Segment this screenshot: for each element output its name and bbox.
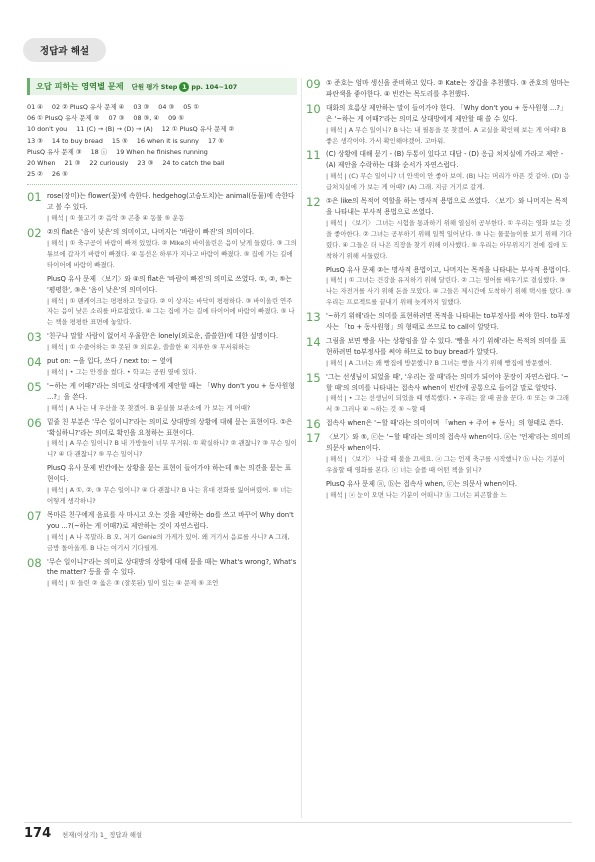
item-text: 〈보기〉와 ⑤, ⓒ는 '~할 때'라는 의미의 접속사 when이다. ⓐ는 '언제'라는 의미의 의문사 when이다. xyxy=(326,433,571,453)
item-body xyxy=(47,417,297,461)
item-number: 09 xyxy=(306,77,321,91)
item-translation: | 해석 | • 그는 안경을 썼다. • 학교는 공원 옆에 있다. xyxy=(47,368,197,377)
explanation-item xyxy=(306,417,572,432)
column-divider xyxy=(301,78,302,818)
explanation-item xyxy=(27,463,297,507)
answer-cell: 08 ③, ④ xyxy=(133,114,160,123)
item-number: 06 xyxy=(27,415,42,430)
answer-cell: PlusQ 유사 문제 ③ xyxy=(27,147,82,156)
explanation-item xyxy=(27,274,297,329)
item-number: 15 xyxy=(306,370,321,385)
item-text: PlusQ 유사 문제 ②는 명사적 용법이고, 나머지는 목적을 나타내는 부사적 용법이다. xyxy=(326,265,571,274)
item-translation: | 해석 | ⓐ 눈이 오면 나는 기분이 어떠니? ⓑ 그녀는 피곤할을 느 xyxy=(326,490,507,499)
section-reference: 단원 평가 Step 1 pp. 104~107 xyxy=(131,82,238,91)
explanation-item xyxy=(306,432,572,476)
answer-cell: 02 ② PlusQ 유사 문제 ④ xyxy=(51,103,125,111)
item-body xyxy=(326,196,572,261)
explanation-item xyxy=(27,381,297,414)
item-translation: | 해석 | ① 수줍어하는 ② 못된 ③ 외로운, 쓸쓸한 ④ 지루한 ⑤ 무서워하는 xyxy=(47,343,251,352)
page-number: 174 xyxy=(24,826,52,841)
section-header xyxy=(27,78,297,95)
item-translation: | 해석 | (C) 무슨 일이니? 너 안색이 안 좋아 보여. (B) 나는 머리가 아픈 것 같아. (D) 응급처치실에 가 보는 게 어때? (A) 그래. 지금 거기로 갈게. xyxy=(326,172,570,192)
left-column xyxy=(27,78,297,592)
explanation-item xyxy=(27,417,297,461)
item-text: 대화의 흐름상 제안하는 말이 들어가야 한다. 「Why don't you + 동사원형 ...?」은 '~하는 게 어때?'라는 의미로 상대방에게 제안할 때 쓸 수 있다. xyxy=(326,103,567,123)
item-body xyxy=(47,191,297,224)
explanation-item xyxy=(27,191,297,224)
answer-cell: 17 ⑤ xyxy=(207,136,224,145)
answer-cell: 10 don't you xyxy=(27,125,68,134)
item-text: PlusQ 유사 문제 〈보기〉와 ④의 flat은 '바람이 빠진'의 의미로 쓰였다. ①, ②, ⑤는 '평평한', ③은 '음이 낮은'의 의미이다. xyxy=(47,274,292,294)
answer-cell: 18 ⓘ xyxy=(90,147,108,156)
explanation-item xyxy=(306,372,572,416)
item-body xyxy=(326,265,572,309)
item-text: (C) 상황에 대해 묻기 - (B) 두통이 있다고 대답 - (D) 응급 처치실에 가라고 제안 - (A) 제안을 수락하는 대화 순서가 자연스럽다. xyxy=(326,150,564,170)
item-translation: | 해석 | A 나는 내 우산을 못 찾겠어. B 분실물 보관소에 가 보는 게 어때? xyxy=(47,403,251,412)
explanation-item xyxy=(27,227,297,271)
item-body xyxy=(326,418,572,429)
right-items xyxy=(306,78,572,501)
footer-rule xyxy=(24,822,572,823)
item-number: 05 xyxy=(27,379,42,394)
item-number: 13 xyxy=(306,310,321,325)
item-text: 목마른 친구에게 음료를 사 마시고 오는 것을 제안하는 do를 쓰고 바꾸어 Why don't you ...?(~하는 게 어때?)로 제안하는 것이 자연스럽다. xyxy=(47,510,294,530)
section-title: 오답 피하는 영역별 문제 xyxy=(36,81,124,91)
answer-row xyxy=(27,158,297,169)
explanation-item xyxy=(306,78,572,100)
item-number: 10 xyxy=(306,101,321,116)
item-number: 07 xyxy=(27,508,42,523)
answer-cell: 22 curiously xyxy=(89,159,129,168)
answer-cell: 01 ④ xyxy=(27,103,43,111)
item-text: 밑줄 친 부분은 '무슨 일이니?'라는 의미로 상대방의 상황에 대해 묻는 표현이다. ①은 '확실하니?'라는 의미로 확인을 요청하는 표현이다. xyxy=(47,417,293,437)
explanation-item xyxy=(27,557,297,590)
answer-cell: 21 ③ xyxy=(64,159,81,168)
item-text: ① 준호는 엄마 생신을 준비하고 있다. ② Kate는 장갑을 추천했다. ③ 준호의 엄마는 파란색을 좋아한다. ④ 빈칸는 목도리를 추천했다. xyxy=(326,79,570,98)
item-body xyxy=(47,274,297,329)
item-number: 08 xyxy=(27,555,42,570)
explanation-item xyxy=(306,265,572,309)
item-body xyxy=(326,432,572,476)
item-number: 11 xyxy=(306,148,321,163)
item-text: ①은 like의 목적어 역할을 하는 명사적 용법으로 쓰였다. 〈보기〉와 나머지는 목적을 나타내는 부사적 용법으로 쓰였다. xyxy=(326,197,568,216)
item-body xyxy=(47,227,297,271)
item-translation: | 해석 | ① 축구공이 바람이 빠져 있었다. ② Mike의 바이올린은 음이 낮게 들렸다. ③ 그의 튜브에 갑자기 바람이 빠졌다. ④ 동선은 하루가 지나고 바람이 빠졌다. ⑤ 집에 가는 길에 타이어에 바람이 빠졌다. xyxy=(47,239,297,269)
item-translation: | 해석 | ① 들린 ② 옳은 ③ (잘못된) 일이 있는 ④ 문제 ⑤ 조언 xyxy=(47,579,219,588)
answer-cell: 20 When xyxy=(27,159,56,168)
book-title: 천재(이상기) 1_ 정답과 해설 xyxy=(62,831,143,839)
item-number: 01 xyxy=(27,190,42,205)
answer-cell: 12 ① PlusQ 유사 문제 ② xyxy=(161,125,235,134)
answer-row xyxy=(27,124,297,135)
item-text: ②의 flat은 '음이 낮은'의 의미이고, 나머지는 '바람이 빠진'의 의미이다. xyxy=(47,228,255,237)
answer-cell: 24 to catch the ball xyxy=(162,159,225,168)
item-body xyxy=(47,557,297,590)
item-text: '그는 선생님이 되었을 때', '우리는 잘 때'라는 의미가 되어야 문장이 자연스럽다. '~할 때'의 의미를 나타내는 접속사 when이 빈칸에 공통으로 들어갈 말로 알맞다. xyxy=(326,372,569,392)
answer-row xyxy=(27,147,297,158)
explanation-item xyxy=(306,196,572,261)
item-body xyxy=(47,463,297,507)
item-number: 04 xyxy=(27,355,42,370)
answer-cell: 19 When he finishes running xyxy=(116,147,208,156)
item-number: 16 xyxy=(306,417,321,432)
answer-cell: 04 ③ xyxy=(158,103,175,111)
item-number: 02 xyxy=(27,226,42,241)
item-text: '무슨 일이니?'라는 의미로 상대방의 상황에 대해 묻을 때는 What's wrong?, What's the matter? 등을 쓸 수 있다. xyxy=(47,557,297,577)
item-text: PlusQ 유사 문제 ⓐ, ⓑ는 접속사 when, ⓒ는 의문사 when이다. xyxy=(326,479,518,488)
answer-cell: 25 ② xyxy=(27,170,43,179)
answer-cell: 26 ⑤ xyxy=(51,170,68,179)
item-translation: | 해석 | ① 그녀는 건강을 유지하기 위해 달린다. ② 그는 영어를 배우기로 결심했다. ③ 나는 자전거를 사기 위해 돈을 모았다. ④ 그들은 제시간에 도착하기 위해 택시를 탔다. ⑤ 우리는 프로젝트를 끝내기 위해 늦게까지 일했다. xyxy=(326,276,572,307)
item-translation: | 해석 | A 무슨 일이니? B 나는 내 필통을 못 찾겠어. A 교실을 확인해 보는 게 어때? B 좋은 생각이야. 가서 확인해야겠어. 고마워. xyxy=(326,125,567,145)
item-translation: | 해석 | 〈보기〉 나갈 때 불을 끄세요. ⓐ 그는 언제 축구를 시작했니? ⓑ 나는 기분이 우울할 때 영화를 본다. ⓒ 너는 슬플 때 어떤 책을 읽니? xyxy=(326,455,565,474)
item-number: 14 xyxy=(306,334,321,349)
item-text: rose(장미)는 flower(꽃)에 속한다. hedgehog(고슴도치)는 animal(동물)에 속한다고 볼 수 있다. xyxy=(47,192,295,212)
item-body xyxy=(47,381,297,414)
left-items xyxy=(27,191,297,589)
section-tab: 정답과 해설 xyxy=(23,38,106,62)
item-text: PlusQ 유사 문제 빈칸에는 상황을 묻는 표현이 들어가야 하는데 ⑤는 의견을 묻는 표현이다. xyxy=(47,464,292,484)
item-translation: | 해석 | ① 물고기 ② 음악 ③ 곤충 ④ 동물 ⑤ 운동 xyxy=(47,214,185,223)
item-text: 그림을 보면 빵을 사는 상황임을 알 수 있다. '빵을 사기 위해'라는 목적의 의미를 표현하려면 to부정사를 써야 하므로 to buy bread가 알맞다. xyxy=(326,336,567,356)
item-text: put on: ~을 입다, 쓰다 / next to: ~ 옆에 xyxy=(47,357,173,366)
answer-cell: 03 ③ xyxy=(133,103,150,111)
item-body xyxy=(47,510,297,554)
answer-row xyxy=(27,113,297,124)
item-text: '친구나 말할 사람이 없어서 우울한'은 lonely(외로운, 쓸쓸한)에 대한 설명이다. xyxy=(47,332,279,341)
item-translation: | 해석 | A 나 목말라. B 오, 저기 Genie의 가게가 있어. 왜 거기서 음료를 사니? A 그래, 금방 돌아올게. B 나는 여기서 기다릴게. xyxy=(47,532,290,552)
item-number: 17 xyxy=(306,431,321,446)
answer-cell: 09 ⑤ xyxy=(168,114,184,123)
answer-cell: 11 (C) → (B) → (D) → (A) xyxy=(76,125,153,134)
item-body xyxy=(326,311,572,333)
answer-cell: 23 ③ xyxy=(137,159,154,168)
answer-cell: 05 ① xyxy=(183,103,200,111)
answer-cell: 07 ③ xyxy=(108,114,125,123)
item-text: '~하기 위해'라는 의미를 표현하려면 목적을 나타내는 to부정사를 써야 한다. to부정사는 「to + 동사원형」의 형태로 쓰므로 to call이 알맞다. xyxy=(326,312,571,332)
answer-cell: 16 when it is sunny xyxy=(136,136,199,145)
item-number: 03 xyxy=(27,330,42,345)
item-body xyxy=(326,372,572,416)
explanation-item xyxy=(27,356,297,378)
answer-row xyxy=(27,136,297,147)
answer-row xyxy=(27,102,297,113)
item-translation: | 해석 | ① 팬케이크는 평평하고 둥글다. ② 이 상자는 바닥이 평평하다. ③ 바이올린 연주자는 음이 낮은 소리를 바로잡았다. ④ 그는 집에 가는 길에 타이어에 바람이 빠졌다. ⑤ 나는 책을 평평한 표면에 놓았다. xyxy=(47,296,295,327)
item-translation: | 해석 | A ①, ②, ③ 무슨 일이니? ④ 다 괜찮니? B 나는 휴대 전화를 잃어버렸어. ⑤ 너는 어떻게 생각하니? xyxy=(47,486,293,505)
answer-cell: 06 ① PlusQ 유사 문제 ⑤ xyxy=(27,114,100,123)
item-body xyxy=(326,479,572,501)
step-badge: 1 xyxy=(179,82,189,92)
item-body xyxy=(326,149,572,193)
explanation-item xyxy=(306,479,572,501)
item-body xyxy=(47,331,297,353)
item-text: 접속사 when은 '~할 때'라는 의미이며 「when + 주어 + 동사」의 형태로 쓴다. xyxy=(326,419,564,428)
answer-key xyxy=(27,102,297,180)
answer-cell: 13 ③ xyxy=(27,136,43,145)
answer-row xyxy=(27,169,297,180)
item-translation: | 해석 | 〈보기〉 그녀는 시험을 통과하기 위해 열심히 공부한다. ① 우리는 영화 보는 것을 좋아한다. ② 그녀는 공부하기 위해 일찍 일어난다. ③ 나는 물꽃놀이를 보기 위해 기다렸다. ④ 그들은 더 나은 직장을 찾기 위해 이사했다. ⑤ 우리는 아무위지기 전에 집에 도착하기 위해 서둘렀다. xyxy=(326,218,572,260)
explanation-item xyxy=(306,311,572,333)
right-column xyxy=(306,78,572,504)
item-body xyxy=(326,336,572,369)
item-translation: | 해석 | A 무슨 일이니? B 내 가방들이 너무 무거워. ① 확실하니? ② 괜찮니? ③ 무슨 일이니? ④ 다 괜찮니? ⑤ 무슨 일이니? xyxy=(47,439,297,459)
item-body xyxy=(326,103,572,147)
item-text: '~하는 게 어때?'라는 의미로 상대방에게 제안할 때는 「Why don't you + 동사원형 ...?」을 쓴다. xyxy=(47,381,295,401)
item-number: 12 xyxy=(306,195,321,210)
explanation-item xyxy=(27,510,297,554)
explanation-item xyxy=(306,103,572,147)
item-translation: | 해석 | • 그는 선생님이 되었을 때 행복했다. • 우리는 잘 때 꿈을 꾼다. ① 또는 ② 그래서 ③ 그러나 ④ ~하는 것 ⑤ ~할 때 xyxy=(326,394,569,414)
item-translation: | 해석 | A 그녀는 왜 빵집에 방문했니? B 그녀는 빵을 사기 위해 빵집에 방문했어. xyxy=(326,358,552,367)
answer-cell: 14 to buy bread xyxy=(51,136,103,145)
explanation-item xyxy=(306,336,572,369)
answer-divider xyxy=(27,184,297,185)
item-body xyxy=(47,356,297,378)
explanation-item xyxy=(27,331,297,353)
explanation-item xyxy=(306,149,572,193)
answer-cell: 15 ⑤ xyxy=(111,136,128,145)
item-body xyxy=(326,78,572,100)
